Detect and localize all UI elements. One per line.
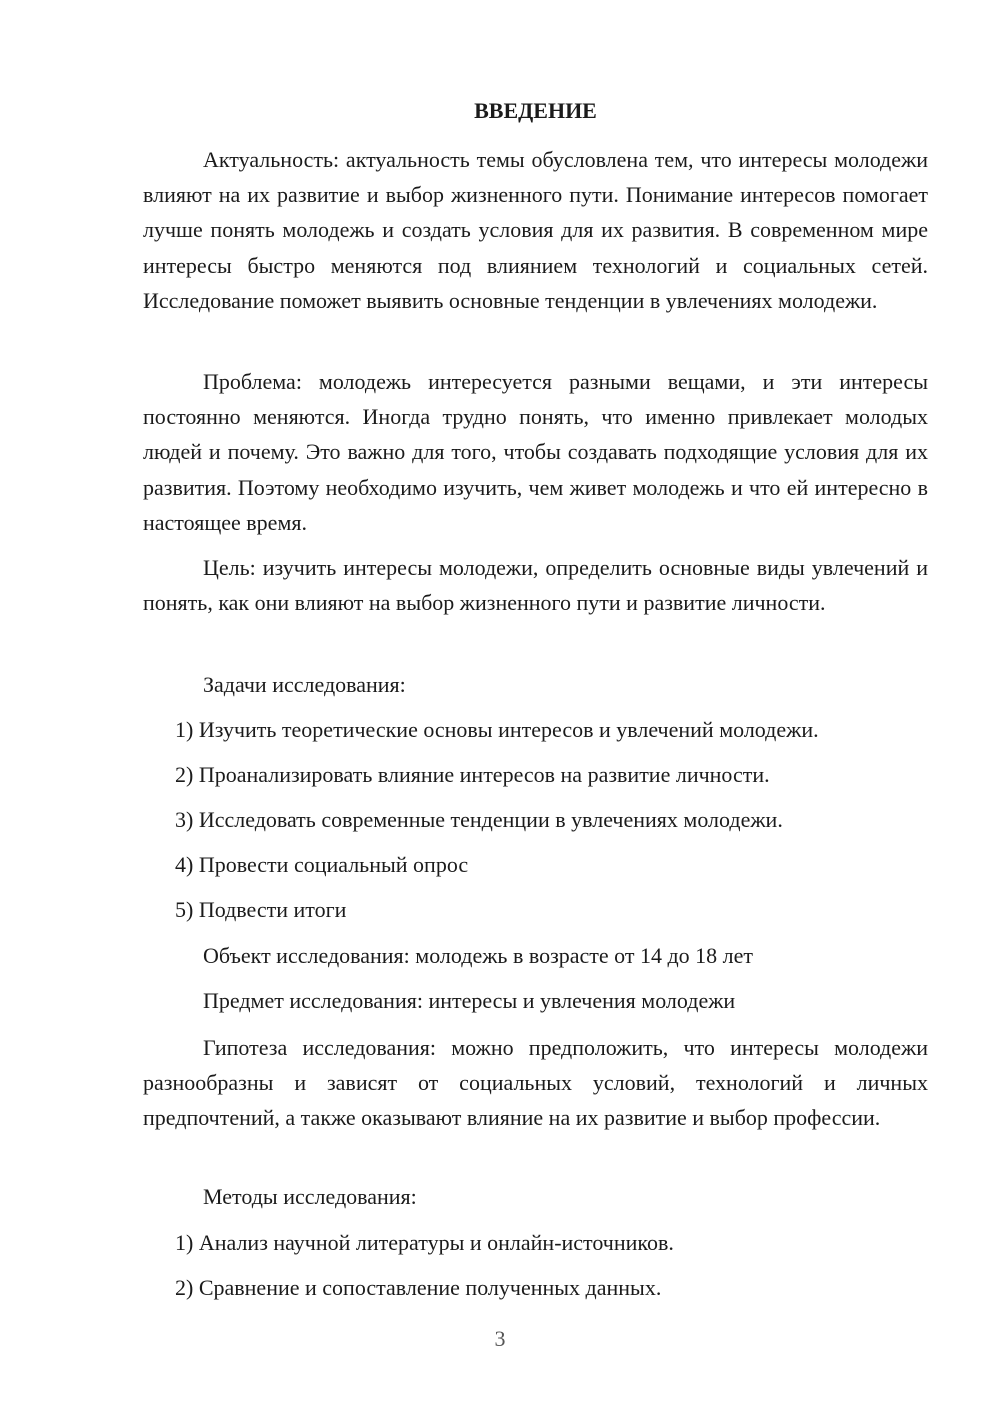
- section-heading: ВВЕДЕНИЕ: [474, 98, 597, 123]
- problem-paragraph: Проблема: молодежь интересуется разными вещами, и эти интересы постоянно меняются. Иногда трудно понять, что именно привлекает молодых людей и почему. Это важно для того, чтобы создавать подходящие условия для их развития. Поэтому необходимо изучить, чем живет молодежь и что ей интересно в настоящее время.: [143, 369, 928, 535]
- method-item-1: 1) Анализ научной литературы и онлайн-источников.: [175, 1230, 674, 1255]
- task-item-2: 2) Проанализировать влияние интересов на развитие личности.: [175, 762, 770, 787]
- task-item-4: 4) Провести социальный опрос: [175, 852, 469, 877]
- task-item-3: 3) Исследовать современные тенденции в увлечениях молодежи.: [175, 807, 783, 832]
- relevance-paragraph: Актуальность: актуальность темы обусловлена тем, что интересы молодежи влияют на их развитие и выбор жизненного пути. Понимание интересов помогает лучше понять молодежь и создать условия для их развития. В современном мире интересы быстро меняются под влиянием технологий и социальных сетей. Исследование поможет выявить основные тенденции в увлечениях молодежи.: [143, 147, 928, 313]
- tasks-title: Задачи исследования:: [203, 672, 406, 697]
- goal-paragraph: Цель: изучить интересы молодежи, определить основные виды увлечений и понять, как они влияют на выбор жизненного пути и развитие личности.: [143, 555, 928, 616]
- method-item-2: 2) Сравнение и сопоставление полученных данных.: [175, 1275, 662, 1300]
- research-object: Объект исследования: молодежь в возрасте от 14 до 18 лет: [203, 943, 754, 968]
- research-subject: Предмет исследования: интересы и увлечения молодежи: [203, 988, 736, 1013]
- page-number: 3: [494, 1326, 506, 1351]
- methods-title: Методы исследования:: [203, 1184, 417, 1209]
- hypothesis-paragraph: Гипотеза исследования: можно предположить, что интересы молодежи разнообразны и зависят от социальных условий, технологий и личных предпочтений, а также оказывают влияние на их развитие и выбор профессии.: [143, 1035, 928, 1131]
- task-item-5: 5) Подвести итоги: [175, 897, 347, 922]
- task-item-1: 1) Изучить теоретические основы интересов и увлечений молодежи.: [175, 717, 819, 742]
